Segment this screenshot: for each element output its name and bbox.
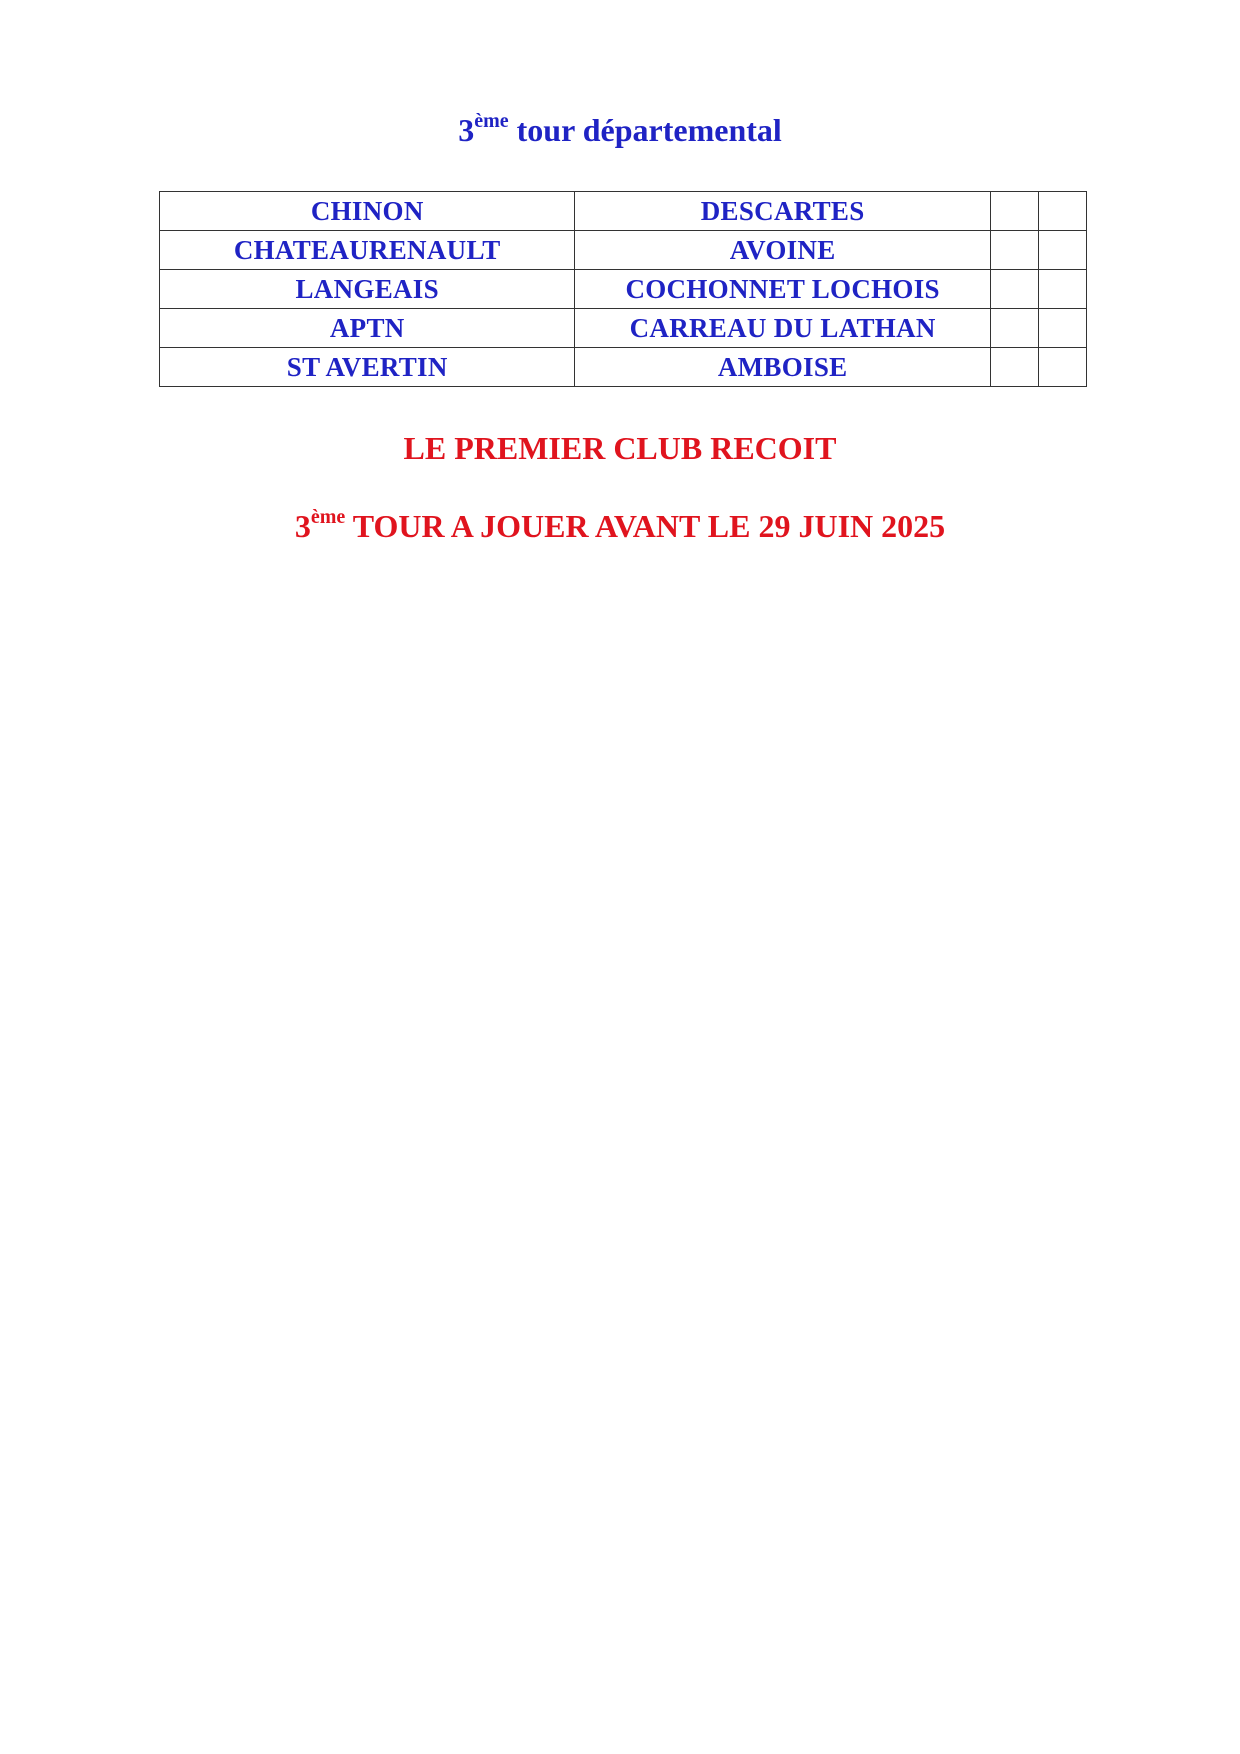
deadline-number: 3 xyxy=(294,508,311,544)
away-score-cell xyxy=(1038,192,1086,231)
home-team-cell: ST AVERTIN xyxy=(160,348,575,387)
home-score-cell xyxy=(990,192,1038,231)
home-team-cell: CHINON xyxy=(160,192,575,231)
table-row xyxy=(160,270,1087,309)
away-score-cell xyxy=(1038,270,1086,309)
page-title xyxy=(0,110,1240,150)
away-score-cell xyxy=(1038,309,1086,348)
away-team-cell: DESCARTES xyxy=(575,192,990,231)
home-team-cell: APTN xyxy=(160,309,575,348)
title-superscript: ème xyxy=(474,110,509,132)
away-team-cell: AMBOISE xyxy=(575,348,990,387)
table-row xyxy=(160,309,1087,348)
away-team-cell: CARREAU DU LATHAN xyxy=(575,309,990,348)
deadline-text: TOUR A JOUER AVANT LE 29 JUIN 2025 xyxy=(345,508,946,544)
home-score-cell xyxy=(990,348,1038,387)
away-score-cell xyxy=(1038,348,1086,387)
deadline-notice xyxy=(0,506,1240,546)
table-row xyxy=(160,192,1087,231)
fixtures-table xyxy=(159,191,1087,387)
title-number: 3 xyxy=(458,112,475,148)
title-text: tour départemental xyxy=(508,112,782,148)
home-score-cell xyxy=(990,309,1038,348)
home-team-cell: LANGEAIS xyxy=(160,270,575,309)
home-score-cell xyxy=(990,231,1038,270)
home-team-cell: CHATEAURENAULT xyxy=(160,231,575,270)
home-score-cell xyxy=(990,270,1038,309)
deadline-superscript: ème xyxy=(310,506,346,528)
away-team-cell: AVOINE xyxy=(575,231,990,270)
table-row xyxy=(160,231,1087,270)
away-score-cell xyxy=(1038,231,1086,270)
home-club-note: LE PREMIER CLUB RECOIT xyxy=(403,430,837,466)
table-row xyxy=(160,348,1087,387)
away-team-cell: COCHONNET LOCHOIS xyxy=(575,270,990,309)
